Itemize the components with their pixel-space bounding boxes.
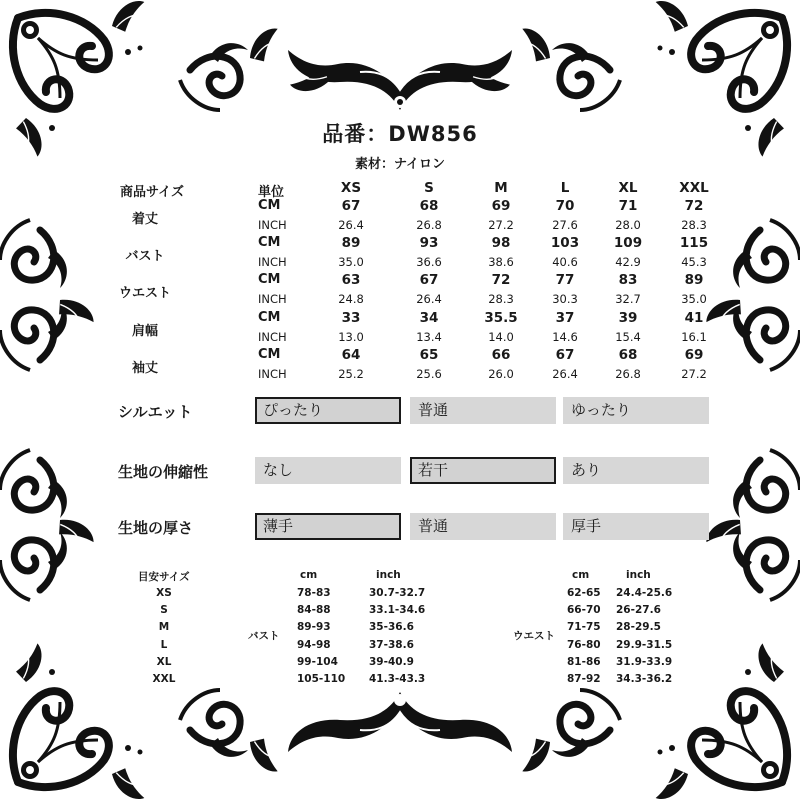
size-value-cm: 109 <box>613 235 643 251</box>
size-value-inch: 16.1 <box>681 330 707 344</box>
guide-bust-cm: 105-110 <box>297 673 346 685</box>
guide-waist-cm: 66-70 <box>567 604 601 617</box>
size-value-cm: 89 <box>684 272 704 288</box>
size-value-inch: 24.8 <box>338 292 364 306</box>
size-value-cm: 70 <box>555 198 575 214</box>
guide-waist-inch-header: inch <box>626 569 651 581</box>
guide-waist-inch: 34.3-36.2 <box>616 673 673 685</box>
guide-size: M <box>158 621 170 634</box>
size-value-inch: 40.6 <box>552 255 578 269</box>
unit-cm: CM <box>258 198 281 213</box>
size-value-cm: 98 <box>491 235 511 251</box>
size-col-l: L <box>560 180 570 196</box>
guide-waist-cm: 71-75 <box>567 621 601 634</box>
unit-inch: INCH <box>258 367 287 381</box>
size-value-cm: 69 <box>491 198 511 214</box>
size-col-m: M <box>494 180 508 196</box>
product-title: 品番：DW856 <box>322 122 478 146</box>
guide-waist-inch: 26-27.6 <box>616 604 661 617</box>
size-value-inch: 26.8 <box>416 218 442 232</box>
guide-bust-cm: 89-93 <box>297 621 331 634</box>
unit-cm: CM <box>258 310 281 325</box>
property-option[interactable]: 普通 <box>410 397 556 424</box>
size-value-cm: 63 <box>341 272 361 288</box>
guide-bust-cm: 99-104 <box>297 655 338 668</box>
size-value-inch: 26.4 <box>552 367 578 381</box>
size-value-inch: 38.6 <box>488 255 514 269</box>
size-value-cm: 68 <box>618 347 638 363</box>
size-value-inch: 28.3 <box>681 218 707 232</box>
size-value-cm: 66 <box>491 347 511 363</box>
unit-cm: CM <box>258 272 281 287</box>
guide-waist-cm: 81-86 <box>567 655 601 668</box>
size-value-cm: 67 <box>555 347 575 363</box>
size-value-cm: 34 <box>419 310 439 326</box>
size-value-inch: 13.4 <box>416 330 442 344</box>
property-option[interactable]: ゆったり <box>563 397 709 424</box>
size-value-cm: 37 <box>555 310 575 326</box>
size-value-inch: 14.0 <box>488 330 514 344</box>
measure-label: バスト <box>125 249 165 264</box>
measure-label: 袖丈 <box>131 361 158 376</box>
size-value-inch: 25.2 <box>338 367 364 381</box>
guide-size: S <box>160 604 168 617</box>
size-value-inch: 28.3 <box>488 292 514 306</box>
guide-waist-inch: 29.9-31.5 <box>616 638 673 651</box>
size-col-xxl: XXL <box>679 180 709 196</box>
size-value-inch: 35.0 <box>681 292 707 306</box>
size-value-cm: 33 <box>341 310 361 326</box>
guide-waist-inch: 31.9-33.9 <box>616 655 673 668</box>
size-value-inch: 14.6 <box>552 330 578 344</box>
size-value-inch: 36.6 <box>416 255 442 269</box>
size-value-cm: 68 <box>419 198 439 214</box>
size-value-inch: 28.0 <box>615 218 641 232</box>
unit-inch: INCH <box>258 292 287 306</box>
guide-size: L <box>160 638 168 651</box>
size-col-s: S <box>424 180 434 196</box>
size-value-cm: 69 <box>684 347 704 363</box>
property-option[interactable]: 厚手 <box>563 513 709 540</box>
size-value-inch: 26.8 <box>615 367 641 381</box>
size-value-cm: 115 <box>679 235 709 251</box>
property-option[interactable]: 若干 <box>410 457 556 484</box>
size-value-cm: 39 <box>618 310 638 326</box>
guide-bust-inch: 41.3-43.3 <box>369 673 426 685</box>
guide-bust-cm: 94-98 <box>297 638 331 651</box>
size-value-inch: 30.3 <box>552 292 578 306</box>
unit-cm: CM <box>258 235 281 250</box>
size-value-cm: 35.5 <box>484 310 518 326</box>
property-option[interactable]: なし <box>255 457 401 484</box>
size-value-cm: 71 <box>618 198 638 214</box>
size-value-cm: 67 <box>419 272 439 288</box>
size-value-inch: 27.2 <box>488 218 514 232</box>
property-label: 生地の厚さ <box>118 519 194 537</box>
size-value-cm: 64 <box>341 347 361 363</box>
unit-inch: INCH <box>258 330 287 344</box>
size-value-inch: 35.0 <box>338 255 364 269</box>
measure-label: ウエスト <box>118 286 171 301</box>
property-label: 生地の伸縮性 <box>118 463 209 481</box>
size-value-inch: 27.6 <box>552 218 578 232</box>
unit-cm: CM <box>258 347 281 362</box>
guide-waist-cm: 76-80 <box>567 638 601 651</box>
size-value-inch: 26.4 <box>416 292 442 306</box>
property-label: シルエット <box>118 403 193 421</box>
guide-size: XL <box>156 655 172 668</box>
size-value-inch: 13.0 <box>338 330 364 344</box>
guide-bust-cm: 78-83 <box>297 587 331 599</box>
size-value-inch: 25.6 <box>416 367 442 381</box>
guide-bust-inch: 37-38.6 <box>369 638 414 651</box>
size-value-inch: 15.4 <box>615 330 641 344</box>
size-col-xs: XS <box>340 180 362 196</box>
size-value-inch: 45.3 <box>681 255 707 269</box>
unit-inch: INCH <box>258 218 287 232</box>
guide-bust-label: バスト <box>248 630 280 642</box>
guide-waist-inch: 28-29.5 <box>616 621 661 634</box>
size-col-xl: XL <box>618 180 638 196</box>
guide-size: XXL <box>152 673 176 685</box>
size-table-row-header: 商品サイズ <box>120 185 184 200</box>
property-option[interactable]: 薄手 <box>255 513 401 540</box>
guide-waist-cm-header: cm <box>572 569 590 581</box>
size-value-cm: 93 <box>419 235 439 251</box>
measure-label: 肩幅 <box>131 324 158 339</box>
size-value-cm: 72 <box>491 272 511 288</box>
size-value-cm: 67 <box>341 198 361 214</box>
material-label: 素材：ナイロン <box>354 157 446 172</box>
size-value-inch: 32.7 <box>615 292 641 306</box>
size-value-cm: 89 <box>341 235 361 251</box>
property-option[interactable]: ぴったり <box>255 397 401 424</box>
size-value-cm: 77 <box>555 272 575 288</box>
property-option[interactable]: 普通 <box>410 513 556 540</box>
size-table-unit-header: 単位 <box>258 185 285 200</box>
guide-bust-cm: 84-88 <box>297 604 331 617</box>
size-value-cm: 72 <box>684 198 704 214</box>
guide-bust-inch: 39-40.9 <box>369 655 414 668</box>
size-value-inch: 26.0 <box>488 367 514 381</box>
guide-bust-inch: 35-36.6 <box>369 621 414 634</box>
unit-inch: INCH <box>258 255 287 269</box>
size-value-inch: 26.4 <box>338 218 364 232</box>
size-value-cm: 65 <box>419 347 439 363</box>
size-value-inch: 27.2 <box>681 367 707 381</box>
measure-label: 着丈 <box>131 212 158 227</box>
size-value-cm: 83 <box>618 272 638 288</box>
size-value-inch: 42.9 <box>615 255 641 269</box>
guide-waist-cm: 87-92 <box>567 673 601 685</box>
guide-bust-inch-header: inch <box>376 569 401 581</box>
guide-header: 目安サイズ <box>138 571 190 583</box>
guide-waist-cm: 62-65 <box>567 587 601 599</box>
size-value-cm: 41 <box>684 310 704 326</box>
guide-bust-inch: 33.1-34.6 <box>369 604 426 617</box>
guide-waist-label: ウエスト <box>513 630 555 642</box>
guide-size: XS <box>156 587 172 599</box>
property-option[interactable]: あり <box>563 457 709 484</box>
guide-bust-inch: 30.7-32.7 <box>369 587 426 599</box>
guide-bust-cm-header: cm <box>300 569 318 581</box>
size-value-cm: 103 <box>550 235 580 251</box>
guide-waist-inch: 24.4-25.6 <box>616 587 673 599</box>
